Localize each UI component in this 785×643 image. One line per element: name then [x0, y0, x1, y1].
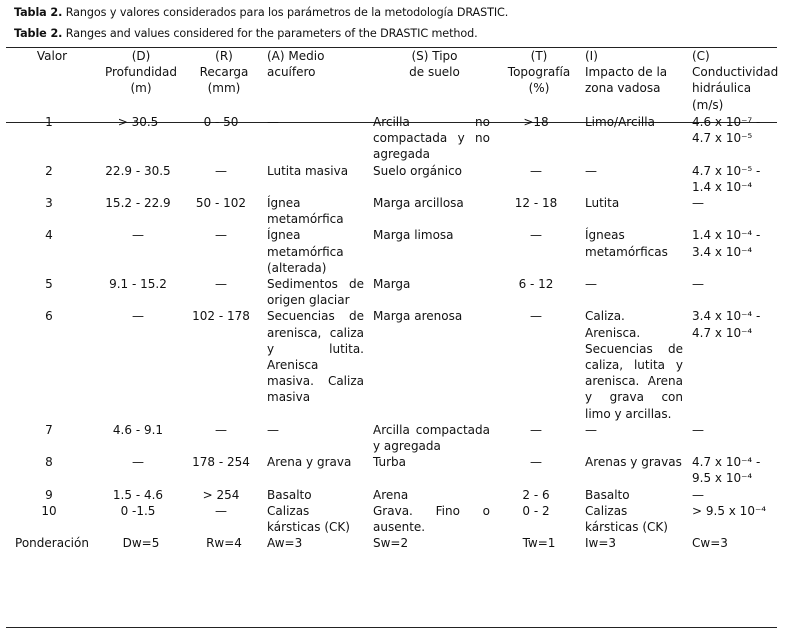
cell-tipo-suelo — [370, 308, 496, 421]
cell-text: 6 - 12 — [518, 277, 554, 292]
cell-text: — — [215, 422, 227, 437]
cell-medio-acuifero — [264, 422, 370, 454]
cell-impacto-zona-vadosa — [582, 308, 689, 421]
cell-text: Arcilla compactada y agregada — [373, 422, 490, 454]
cell-impacto-zona-vadosa — [582, 422, 689, 454]
cell-valor — [6, 114, 98, 163]
cell-medio-acuifero — [264, 503, 370, 535]
cell-text: >18 — [523, 115, 549, 129]
weight-recarga: Rw=4 — [206, 536, 242, 551]
weight-impacto-zona-vadosa: Iw=3 — [585, 536, 617, 551]
cell-recarga — [184, 276, 264, 308]
header-medio-acuifero: (A) Medio acuífero — [267, 49, 325, 80]
cell-text: — — [530, 455, 542, 470]
table-row — [6, 487, 785, 503]
cell-text: Caliza. Arenisca. Secuencias de caliza, lutita y arenisca. Arena y grava con limo y arcillas. — [585, 309, 683, 421]
cell-valor — [6, 227, 98, 276]
cell-text: — — [692, 422, 704, 437]
cell-text: > 9.5 x 10⁻⁴ — [692, 503, 767, 518]
weight-profundidad: Dw=5 — [122, 536, 160, 551]
cell-recarga — [184, 503, 264, 535]
weight-medio-acuifero: Aw=3 — [267, 536, 303, 551]
cell-topografia — [496, 503, 582, 535]
cell-topografia — [496, 422, 582, 454]
caption-spanish-label: Tabla 2. — [14, 6, 63, 19]
cell-topografia — [496, 276, 582, 308]
cell-text: Arenas y gravas — [585, 455, 682, 470]
cell-text: 5 — [45, 277, 53, 292]
cell-tipo-suelo — [370, 114, 496, 163]
cell-medio-acuifero — [264, 308, 370, 421]
cell-tipo-suelo — [370, 163, 496, 195]
table-header — [6, 48, 785, 114]
cell-tipo-suelo — [370, 503, 496, 535]
cell-profundidad — [98, 454, 184, 486]
header-impacto-zona-vadosa: (I) Impacto de la zona vadosa — [585, 49, 668, 96]
cell-valor — [6, 422, 98, 454]
cell-text: Limo/Arcilla — [585, 115, 655, 129]
cell-text: — — [692, 487, 704, 502]
cell-text: — — [530, 422, 542, 437]
header-valor: Valor — [36, 49, 68, 63]
cell-text: 6 — [45, 309, 53, 324]
cell-text: Ígneas metamórficas — [585, 228, 668, 259]
cell-conductividad — [689, 276, 785, 308]
cell-profundidad — [98, 227, 184, 276]
cell-text: Calizas kársticas (CK) — [585, 503, 668, 535]
cell-text: — — [585, 422, 597, 437]
cell-tipo-suelo — [370, 454, 496, 486]
cell-text: — — [215, 228, 227, 243]
table-row — [6, 503, 785, 535]
cell-text: — — [132, 309, 144, 324]
weight-row — [6, 535, 785, 551]
cell-valor — [6, 276, 98, 308]
cell-text: Ígnea metamórfica — [267, 196, 344, 227]
cell-profundidad — [98, 487, 184, 503]
cell-topografia — [496, 308, 582, 421]
table-row — [6, 276, 785, 308]
cell-text: Marga arcillosa — [373, 196, 464, 211]
cell-text: — — [530, 228, 542, 243]
cell-text: 1.4 x 10⁻⁴ - 3.4 x 10⁻⁴ — [692, 228, 761, 259]
cell-text: 22.9 - 30.5 — [105, 163, 171, 178]
cell-text: 9.1 - 15.2 — [109, 277, 167, 292]
cell-text: — — [132, 228, 144, 243]
cell-text: 12 - 18 — [514, 196, 558, 211]
cell-medio-acuifero — [264, 454, 370, 486]
cell-conductividad — [689, 503, 785, 535]
table-row — [6, 422, 785, 454]
table-row — [6, 308, 785, 421]
cell-topografia — [496, 487, 582, 503]
cell-recarga — [184, 195, 264, 227]
cell-topografia — [496, 114, 582, 163]
cell-medio-acuifero — [264, 276, 370, 308]
bottom-rule — [6, 627, 777, 628]
table-row — [6, 227, 785, 276]
cell-text: — — [530, 309, 542, 324]
caption-spanish — [14, 6, 508, 19]
cell-text: 15.2 - 22.9 — [105, 196, 171, 211]
cell-text: — — [692, 277, 704, 292]
cell-text: 4.7 x 10⁻⁵ - 1.4 x 10⁻⁴ — [692, 163, 761, 194]
cell-topografia — [496, 195, 582, 227]
cell-text: — — [215, 163, 227, 178]
cell-text: 4.7 x 10⁻⁴ - 9.5 x 10⁻⁴ — [692, 455, 761, 486]
cell-text: 2 — [45, 163, 53, 178]
caption-english — [14, 27, 478, 40]
header-row — [6, 48, 785, 114]
table-row — [6, 163, 785, 195]
table-row — [6, 195, 785, 227]
cell-recarga — [184, 487, 264, 503]
cell-tipo-suelo — [370, 227, 496, 276]
cell-recarga — [184, 422, 264, 454]
cell-text: Arcilla no compactada y no agregada — [373, 115, 490, 162]
cell-recarga — [184, 114, 264, 163]
cell-conductividad — [689, 422, 785, 454]
cell-text: 1.5 - 4.6 — [112, 487, 164, 502]
cell-text: Secuencias de arenisca, caliza y lutita. Arenisca masiva. Caliza masiva — [267, 309, 364, 405]
cell-text: 4.6 - 9.1 — [112, 422, 164, 437]
drastic-table — [6, 48, 785, 551]
cell-text: — — [585, 163, 597, 178]
cell-text: — — [530, 163, 542, 178]
cell-text: > 254 — [202, 487, 240, 502]
table-row — [6, 114, 785, 163]
cell-text: Marga arenosa — [373, 309, 463, 324]
cell-text: Arena y grava — [267, 455, 352, 470]
cell-impacto-zona-vadosa — [582, 487, 689, 503]
caption-english-text: Ranges and values considered for the parameters of the DRASTIC method. — [65, 27, 478, 40]
cell-topografia — [496, 227, 582, 276]
cell-conductividad — [689, 308, 785, 421]
cell-profundidad — [98, 114, 184, 163]
cell-conductividad — [689, 487, 785, 503]
cell-recarga — [184, 227, 264, 276]
cell-topografia — [496, 454, 582, 486]
cell-text: Suelo orgánico — [373, 163, 463, 178]
cell-conductividad — [689, 195, 785, 227]
cell-text: — — [132, 455, 144, 470]
cell-text: Basalto — [267, 487, 312, 502]
cell-text: 3.4 x 10⁻⁴ - 4.7 x 10⁻⁴ — [692, 309, 761, 340]
cell-text: 2 - 6 — [522, 487, 550, 502]
cell-impacto-zona-vadosa — [582, 227, 689, 276]
cell-tipo-suelo — [370, 195, 496, 227]
cell-text: 1 — [45, 115, 53, 129]
cell-text: 3 — [45, 196, 53, 211]
cell-valor — [6, 454, 98, 486]
cell-topografia — [496, 163, 582, 195]
cell-text: Lutita masiva — [267, 163, 349, 178]
header-recarga: (R) Recarga (mm) — [199, 49, 249, 96]
cell-text: 0 -1.5 — [120, 503, 156, 518]
cell-tipo-suelo — [370, 487, 496, 503]
cell-profundidad — [98, 163, 184, 195]
cell-impacto-zona-vadosa — [582, 114, 689, 163]
cell-text: 9 — [45, 487, 53, 502]
cell-medio-acuifero — [264, 195, 370, 227]
weight-valor: Ponderación — [15, 536, 89, 551]
cell-text: Arena — [373, 487, 409, 502]
cell-text: 0 - 2 — [522, 503, 550, 518]
cell-conductividad — [689, 114, 785, 163]
cell-profundidad — [98, 195, 184, 227]
cell-text: Ígnea metamórfica (alterada) — [267, 228, 344, 275]
header-tipo-suelo: (S) Tipo de suelo — [409, 49, 460, 80]
cell-text: — — [585, 277, 597, 292]
cell-text: 102 - 178 — [192, 309, 250, 324]
header-profundidad: (D) Profundidad (m) — [104, 49, 177, 96]
cell-text: Lutita — [585, 196, 620, 211]
cell-text: 0 - 50 — [203, 115, 239, 129]
cell-conductividad — [689, 227, 785, 276]
cell-conductividad — [689, 454, 785, 486]
header-topografia: (T) Topografía (%) — [507, 49, 571, 96]
weight-conductividad: Cw=3 — [692, 536, 728, 551]
cell-text: 50 - 102 — [195, 196, 247, 211]
cell-text: 7 — [45, 422, 53, 437]
cell-recarga — [184, 163, 264, 195]
cell-tipo-suelo — [370, 422, 496, 454]
cell-text: — — [215, 277, 227, 292]
cell-text: Calizas kársticas (CK) — [267, 503, 350, 535]
cell-text: 4.6 x 10⁻⁷ - 4.7 x 10⁻⁵ — [692, 115, 761, 146]
table-body — [6, 114, 785, 551]
cell-profundidad — [98, 276, 184, 308]
cell-conductividad — [689, 163, 785, 195]
cell-tipo-suelo — [370, 276, 496, 308]
cell-profundidad — [98, 308, 184, 421]
cell-valor — [6, 487, 98, 503]
cell-medio-acuifero — [264, 487, 370, 503]
cell-impacto-zona-vadosa — [582, 276, 689, 308]
cell-text: 8 — [45, 455, 53, 470]
cell-text: 4 — [45, 228, 53, 243]
cell-text: Turba — [373, 455, 407, 470]
cell-valor — [6, 195, 98, 227]
cell-impacto-zona-vadosa — [582, 454, 689, 486]
cell-medio-acuifero — [264, 163, 370, 195]
table-row — [6, 454, 785, 486]
cell-impacto-zona-vadosa — [582, 163, 689, 195]
cell-text: Grava. Fino o ausente. — [373, 503, 490, 535]
cell-text: Marga limosa — [373, 228, 454, 243]
cell-valor — [6, 503, 98, 535]
cell-medio-acuifero — [264, 227, 370, 276]
cell-valor — [6, 163, 98, 195]
weight-tipo-suelo: Sw=2 — [373, 536, 409, 551]
cell-text: — — [267, 422, 279, 437]
cell-text: 10 — [41, 503, 57, 518]
weight-topografia: Tw=1 — [522, 536, 556, 551]
cell-impacto-zona-vadosa — [582, 503, 689, 535]
header-conductividad: (C) Conductividad hidráulica (m/s) — [692, 49, 779, 112]
cell-medio-acuifero — [264, 114, 370, 163]
cell-text: > 30.5 — [117, 115, 159, 129]
cell-recarga — [184, 454, 264, 486]
cell-text: Basalto — [585, 487, 630, 502]
caption-spanish-text: Rangos y valores considerados para los parámetros de la metodología DRASTIC. — [65, 6, 509, 19]
cell-profundidad — [98, 422, 184, 454]
cell-text: — — [692, 196, 704, 211]
cell-text: — — [267, 115, 279, 129]
cell-profundidad — [98, 503, 184, 535]
cell-text: — — [215, 503, 227, 518]
cell-impacto-zona-vadosa — [582, 195, 689, 227]
cell-recarga — [184, 308, 264, 421]
cell-text: Sedimentos de origen glaciar — [267, 277, 364, 308]
caption-english-label: Table 2. — [14, 27, 63, 40]
cell-text: Marga — [373, 277, 411, 292]
cell-valor — [6, 308, 98, 421]
cell-text: 178 - 254 — [192, 455, 250, 470]
